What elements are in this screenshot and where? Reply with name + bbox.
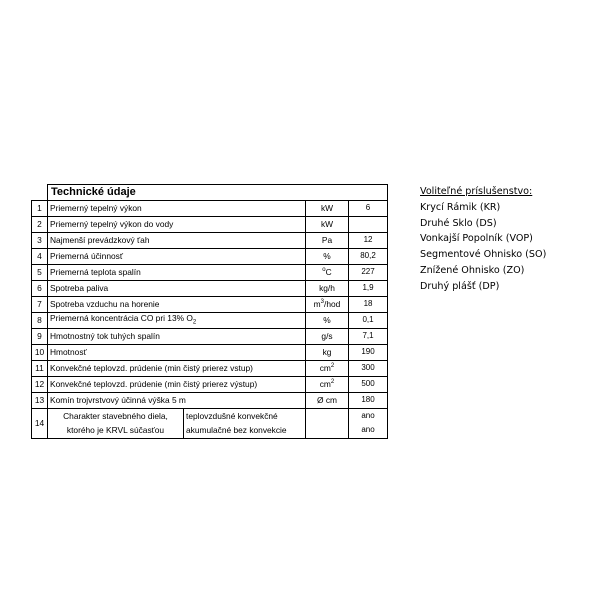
row-number: 4 xyxy=(32,249,48,265)
accessory-item: Druhé Sklo (DS) xyxy=(420,217,497,229)
row-number: 2 xyxy=(32,217,48,233)
row-value xyxy=(349,409,388,439)
row-label: Priemerný tepelný výkon do vody xyxy=(48,217,306,233)
row-number: 6 xyxy=(32,281,48,297)
row-label: Priemerný tepelný výkon xyxy=(48,201,306,217)
table-title: Technické údaje xyxy=(48,185,388,201)
row-label-line: Charakter stavebného diela, xyxy=(63,410,168,421)
unit-main: cm xyxy=(319,379,331,390)
table-row xyxy=(32,313,388,329)
row-label: Konvekčné teplovzd. prúdenie (min čistý prierez výstup) xyxy=(48,377,306,393)
row-number: 7 xyxy=(32,297,48,313)
row-value: 6 xyxy=(349,201,388,217)
unit-pre: m xyxy=(313,299,321,310)
row-label: Konvekčné teplovzd. prúdenie (min čistý prierez vstup) xyxy=(48,361,306,377)
row-label: Hmotnosť xyxy=(48,345,306,361)
row-label-line: ktorého je KRVL súčasťou xyxy=(66,425,165,436)
building-type-cell xyxy=(184,409,306,439)
row-value: 80,2 xyxy=(349,249,388,265)
row-unit xyxy=(306,297,349,313)
building-type: teplovzdušné konvekčné xyxy=(186,410,278,421)
table-row xyxy=(32,361,388,377)
row-number: 13 xyxy=(32,393,48,409)
label-subscript: 2 xyxy=(192,320,197,327)
row-value: 500 xyxy=(349,377,388,393)
row-label: Spotreba paliva xyxy=(48,281,306,297)
unit-post: /hod xyxy=(324,299,341,310)
unit-superscript: 3 xyxy=(320,299,324,306)
row-number: 11 xyxy=(32,361,48,377)
row-value: 12 xyxy=(349,233,388,249)
row-number: 14 xyxy=(32,409,48,439)
row-value: 180 xyxy=(349,393,388,409)
row-value-line: ano xyxy=(361,425,375,435)
unit-main: cm xyxy=(319,363,331,374)
row-value: 18 xyxy=(349,297,388,313)
row-value-line: ano xyxy=(361,410,375,420)
row-unit xyxy=(306,377,349,393)
row-value: 300 xyxy=(349,361,388,377)
row-unit: % xyxy=(306,313,349,329)
row-unit: kW xyxy=(306,201,349,217)
row-number: 5 xyxy=(32,265,48,281)
row-number: 1 xyxy=(32,201,48,217)
table-row xyxy=(32,393,388,409)
unit-superscript: o xyxy=(322,267,326,274)
table-row xyxy=(32,217,388,233)
accessory-item: Vonkajší Popolník (VOP) xyxy=(420,233,533,245)
row-number: 12 xyxy=(32,377,48,393)
accessory-item: Krycí Rámik (KR) xyxy=(420,201,501,213)
unit-superscript: 2 xyxy=(330,363,335,370)
row-unit: kg xyxy=(306,345,349,361)
accessory-item: Znížené Ohnisko (ZO) xyxy=(420,264,525,276)
unit-superscript: 2 xyxy=(330,379,335,386)
row-number: 9 xyxy=(32,329,48,345)
unit-main: C xyxy=(325,267,332,278)
row-unit xyxy=(306,265,349,281)
table-row xyxy=(32,297,388,313)
row-label: Najmenší prevádzkový ťah xyxy=(48,233,306,249)
row-unit: Pa xyxy=(306,233,349,249)
row-label: Priemerná teplota spalín xyxy=(48,265,306,281)
row-number: 3 xyxy=(32,233,48,249)
row-value: 1,9 xyxy=(349,281,388,297)
row-unit: g/s xyxy=(306,329,349,345)
row-value xyxy=(349,217,388,233)
row-value: 190 xyxy=(349,345,388,361)
row-unit: % xyxy=(306,249,349,265)
optional-accessories xyxy=(420,184,546,295)
table-row xyxy=(32,409,388,439)
row-unit: kg/h xyxy=(306,281,349,297)
table-row xyxy=(32,249,388,265)
table-title-row xyxy=(32,185,388,201)
row-value: 0,1 xyxy=(349,313,388,329)
technical-specs-table xyxy=(31,184,388,439)
row-unit: Ø cm xyxy=(306,393,349,409)
table-row xyxy=(32,377,388,393)
row-unit xyxy=(306,409,349,439)
row-value: 7,1 xyxy=(349,329,388,345)
row-label: Priemerná účinnosť xyxy=(48,249,306,265)
accessories-title: Voliteľné príslušenstvo: xyxy=(420,186,533,197)
row-label: Hmotnostný tok tuhých spalín xyxy=(48,329,306,345)
row-label xyxy=(48,409,184,439)
table-row xyxy=(32,265,388,281)
table-row xyxy=(32,329,388,345)
label-main: Priemerná koncentrácia CO pri 13% O xyxy=(50,313,193,324)
accessory-item: Segmentové Ohnisko (SO) xyxy=(420,249,547,261)
row-number: 10 xyxy=(32,345,48,361)
row-label: Komín trojvrstvový účinná výška 5 m xyxy=(48,393,306,409)
table-row xyxy=(32,201,388,217)
row-number: 8 xyxy=(32,313,48,329)
accessory-item: Druhý plášť (DP) xyxy=(420,280,500,292)
row-unit: kW xyxy=(306,217,349,233)
table-row xyxy=(32,281,388,297)
row-label xyxy=(48,313,306,329)
table-row xyxy=(32,233,388,249)
row-value: 227 xyxy=(349,265,388,281)
table-row xyxy=(32,345,388,361)
building-type: akumulačné bez konvekcie xyxy=(186,425,287,436)
row-unit xyxy=(306,361,349,377)
row-label: Spotreba vzduchu na horenie xyxy=(48,297,306,313)
